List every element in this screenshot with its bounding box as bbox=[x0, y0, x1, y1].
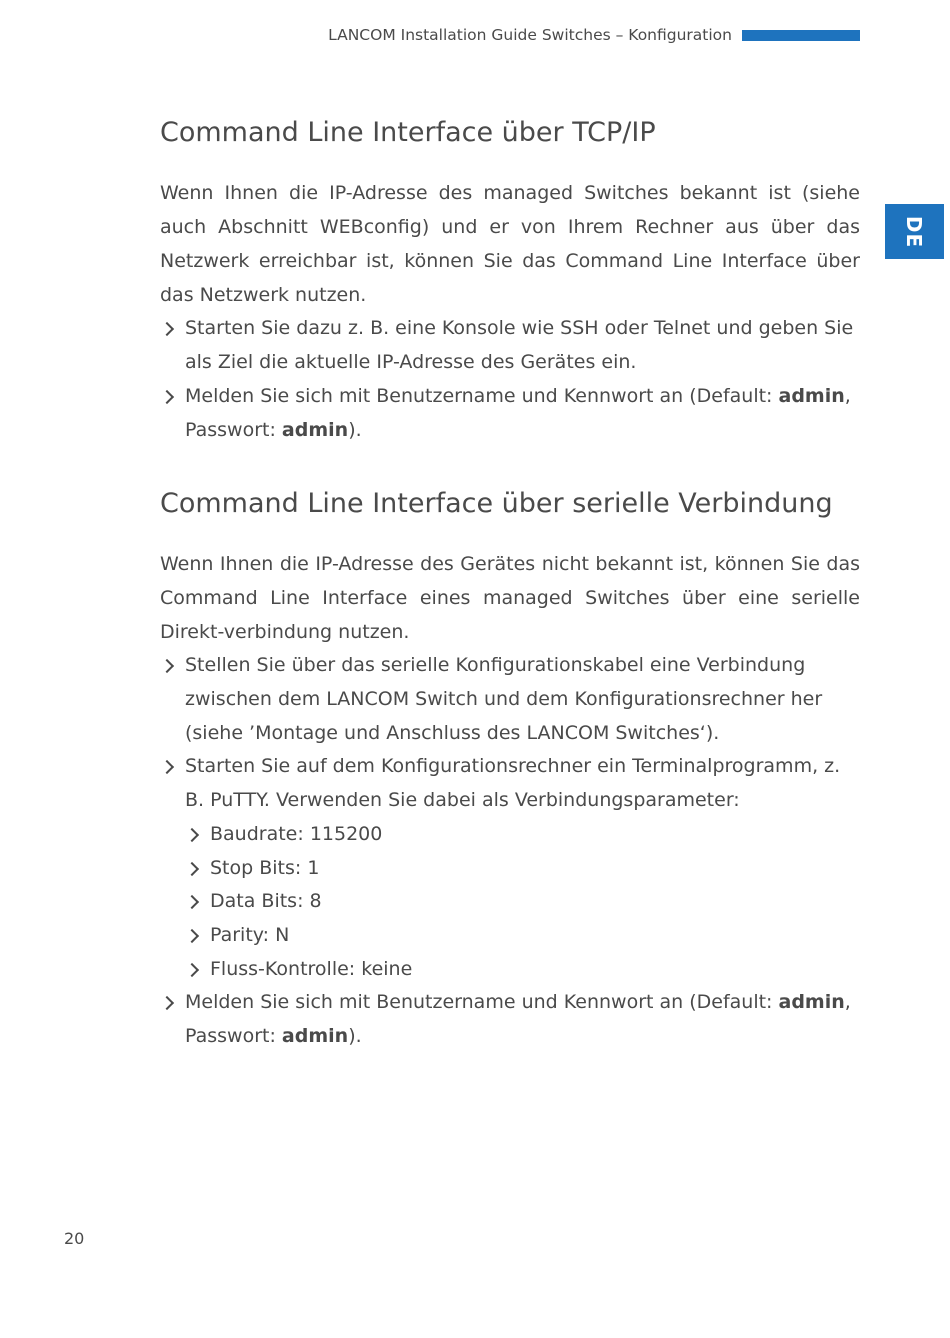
default-password: admin bbox=[281, 419, 349, 441]
section1-heading: Command Line Interface über TCP/IP bbox=[160, 117, 656, 148]
sub-bullet-parity: Parity: N bbox=[185, 918, 860, 952]
default-user: admin bbox=[778, 385, 845, 407]
section2-heading: Command Line Interface über serielle Verbindung bbox=[160, 488, 833, 519]
header-title: LANCOM Installation Guide Switches – Konfiguration bbox=[328, 26, 732, 44]
sub-bullet-flow-control: Fluss-Kontrolle: keine bbox=[185, 952, 860, 986]
default-password: admin bbox=[281, 1025, 349, 1047]
page-number: 20 bbox=[64, 1229, 85, 1248]
section2-bullet-2-text: Starten Sie auf dem Konfigurationsrechner ein Terminalprogramm, z. B. PuTTY. Verwenden Sie dabei als Verbindungsparameter: bbox=[185, 755, 841, 811]
sub-bullet-data-bits: Data Bits: 8 bbox=[185, 884, 860, 918]
section2-bullet-2 bbox=[160, 749, 860, 817]
chevron-right-icon bbox=[160, 659, 174, 673]
chevron-right-icon bbox=[185, 862, 199, 876]
chevron-right-icon bbox=[185, 963, 199, 977]
section1-bullet-2 bbox=[160, 379, 860, 447]
section2-bullet-1 bbox=[160, 648, 860, 750]
language-tab-label: DE bbox=[902, 215, 927, 248]
chevron-right-icon bbox=[160, 390, 174, 404]
default-user: admin bbox=[778, 991, 845, 1013]
chevron-right-icon bbox=[160, 760, 174, 774]
section2-bullet-3 bbox=[160, 985, 860, 1053]
sub-bullet-stop-bits: Stop Bits: 1 bbox=[185, 851, 860, 885]
section1-bullet-1-text: Starten Sie dazu z. B. eine Konsole wie SSH oder Telnet und geben Sie als Ziel die aktuelle IP-Adresse des Gerätes ein. bbox=[185, 317, 854, 373]
section1-bullet-2-text: Melden Sie sich mit Benutzername und Kennwort an (Default: admin, Passwort: admin). bbox=[185, 385, 851, 441]
section2-bullet-3-text: Melden Sie sich mit Benutzername und Kennwort an (Default: admin, Passwort: admin). bbox=[185, 991, 851, 1047]
chevron-right-icon bbox=[185, 895, 199, 909]
header-accent-bar bbox=[742, 30, 860, 41]
page-header bbox=[328, 26, 860, 44]
section2-paragraph: Wenn Ihnen die IP-Adresse des Gerätes nicht bekannt ist, können Sie das Command Line Interface eines managed Switches über eine serielle Direkt-verbindung nutzen. bbox=[160, 553, 860, 643]
section1-bullet-1 bbox=[160, 311, 860, 379]
chevron-right-icon bbox=[185, 929, 199, 943]
chevron-right-icon bbox=[160, 996, 174, 1010]
language-tab bbox=[885, 204, 944, 259]
chevron-right-icon bbox=[185, 828, 199, 842]
chevron-right-icon bbox=[160, 322, 174, 336]
sub-bullet-baudrate: Baudrate: 115200 bbox=[185, 817, 860, 851]
section1-paragraph: Wenn Ihnen die IP-Adresse des managed Switches bekannt ist (siehe auch Abschnitt WEBconfig) und er von Ihrem Rechner aus über das Netzwerk erreichbar ist, können Sie das Command Line Interface über das Netzwerk nutzen. bbox=[160, 182, 860, 306]
section2-bullet-1-text: Stellen Sie über das serielle Konfigurationskabel eine Verbindung zwischen dem LANCOM Switch und dem Konfigurationsrechner her (siehe ’Montage und Anschluss des LANCOM Switches‘). bbox=[185, 654, 823, 744]
